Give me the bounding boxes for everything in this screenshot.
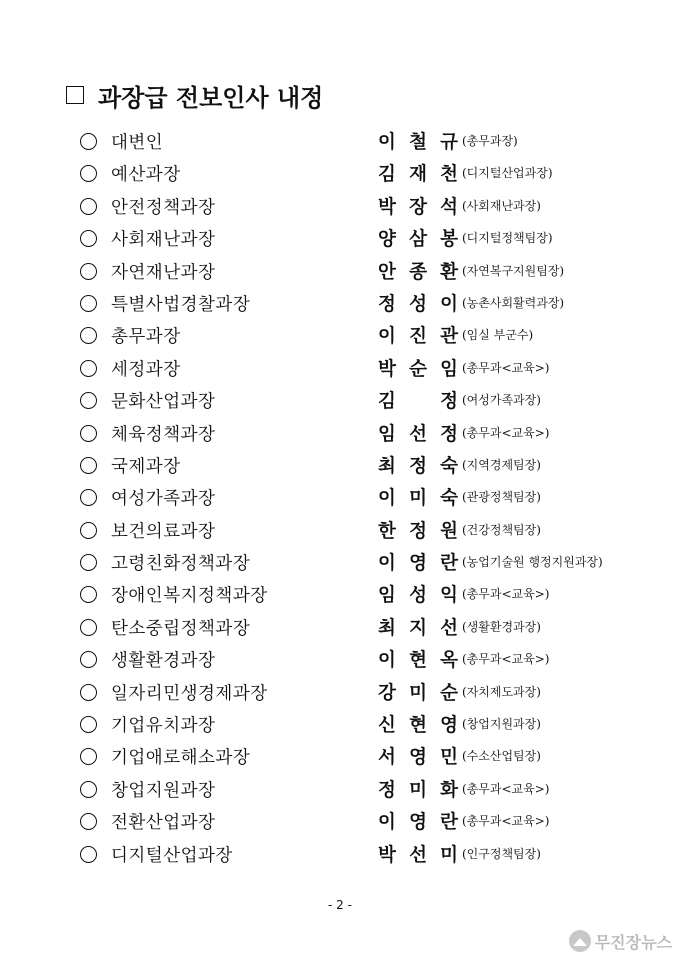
position-title: 기업애로해소과장 (111, 748, 251, 769)
list-item (0, 451, 680, 483)
name-char: 규 (440, 132, 458, 153)
name-char: 장 (409, 196, 427, 218)
circle-bullet-icon (80, 392, 97, 409)
name-char: 최 (378, 455, 396, 477)
appointee-name (378, 581, 458, 607)
name-char: 박 (378, 196, 396, 218)
name-char: 김 (378, 391, 396, 413)
appointee-name (378, 258, 458, 284)
circle-bullet-icon (80, 619, 97, 636)
name-char: 김 (378, 164, 396, 186)
position-title: 탄소중립정책과장 (111, 618, 251, 639)
circle-bullet-icon (80, 230, 97, 247)
position-title: 전환산업과장 (111, 813, 216, 834)
name-char: 양 (378, 229, 396, 251)
circle-bullet-icon (80, 651, 97, 668)
list-item (0, 483, 680, 515)
name-char: 정 (440, 423, 458, 445)
appointee-name (378, 387, 458, 413)
name-char: 이 (378, 488, 396, 510)
name-char: 박 (378, 844, 396, 866)
previous-position: (지역경제팀장) (462, 457, 541, 472)
name-char: 선 (409, 844, 427, 866)
appointee-name (378, 484, 458, 510)
position-title: 예산과장 (111, 165, 181, 186)
name-char: 천 (440, 164, 458, 186)
name-char: 진 (409, 326, 427, 348)
position-title: 여성가족과장 (111, 489, 216, 510)
name-char: 미 (440, 844, 458, 866)
name-char: 란 (440, 812, 458, 834)
appointment-list (0, 127, 680, 872)
name-char: 서 (378, 747, 396, 769)
circle-bullet-icon (80, 846, 97, 863)
position-title: 문화산업과장 (111, 392, 216, 413)
name-char: 재 (409, 164, 427, 186)
previous-position: (사회재난과장) (462, 198, 541, 213)
name-char: 박 (378, 358, 396, 380)
name-char: 란 (440, 553, 458, 575)
name-char: 정 (409, 520, 427, 542)
name-char: 순 (440, 682, 458, 704)
position-title: 사회재난과장 (111, 230, 216, 251)
previous-position: (임실 부군수) (462, 328, 534, 343)
appointee-name (378, 549, 458, 575)
position-title: 안전정책과장 (111, 197, 216, 218)
appointee-name (378, 355, 458, 381)
position-title: 기업유치과장 (111, 716, 216, 737)
page-number: - 2 - (328, 898, 352, 912)
appointee-name (378, 290, 458, 316)
appointee-name (378, 225, 458, 251)
name-char: 숙 (440, 455, 458, 477)
circle-bullet-icon (80, 327, 97, 344)
name-char: 석 (440, 196, 458, 218)
name-char: 정 (409, 455, 427, 477)
list-item (0, 127, 680, 159)
previous-position: (총무과<교육>) (462, 587, 550, 602)
appointee-name (378, 452, 458, 478)
name-char: 지 (409, 617, 427, 639)
name-char: 성 (409, 585, 427, 607)
previous-position: (디지털산업과장) (462, 166, 553, 181)
circle-bullet-icon (80, 684, 97, 701)
previous-position: (자연복구지원팀장) (462, 263, 565, 278)
previous-position: (자치제도과장) (462, 684, 541, 699)
appointee-name (378, 193, 458, 219)
appointee-name (378, 614, 458, 640)
list-item (0, 613, 680, 645)
previous-position: (총무과<교육>) (462, 360, 550, 375)
name-char: 봉 (440, 229, 458, 251)
name-char: 영 (409, 747, 427, 769)
list-item (0, 580, 680, 612)
list-item (0, 159, 680, 191)
name-char: 영 (409, 812, 427, 834)
previous-position: (총무과<교육>) (462, 814, 550, 829)
previous-position: (창업지원과장) (462, 717, 541, 732)
previous-position: (관광정책팀장) (462, 490, 541, 505)
list-item (0, 516, 680, 548)
appointee-name (378, 776, 458, 802)
name-char: 이 (378, 553, 396, 575)
name-char: 삼 (409, 229, 427, 251)
circle-bullet-icon (80, 716, 97, 733)
name-char: 임 (378, 423, 396, 445)
previous-position: (디지털정책팀장) (462, 231, 553, 246)
name-char: 순 (409, 358, 427, 380)
appointee-name (378, 160, 458, 186)
name-char: 성 (409, 293, 427, 315)
position-title: 일자리민생경제과장 (111, 683, 268, 704)
name-char: 익 (440, 585, 458, 607)
circle-bullet-icon (80, 457, 97, 474)
previous-position: (인구정책팀장) (462, 846, 541, 861)
appointee-name (378, 128, 458, 154)
name-char: 이 (378, 132, 396, 153)
appointee-name (378, 743, 458, 769)
previous-position: (총무과<교육>) (462, 781, 550, 796)
watermark-text: 무진장뉴스 (594, 932, 672, 952)
circle-bullet-icon (80, 295, 97, 312)
list-item (0, 548, 680, 580)
circle-bullet-icon (80, 198, 97, 215)
list-item (0, 257, 680, 289)
name-char: 임 (440, 358, 458, 380)
name-char: 신 (378, 715, 396, 737)
appointee-name (378, 322, 458, 348)
appointee-name (378, 420, 458, 446)
name-char: 정 (378, 293, 396, 315)
circle-bullet-icon (80, 133, 97, 150)
name-char: 한 (378, 520, 396, 542)
position-title: 생활환경과장 (111, 651, 216, 672)
appointee-name (378, 808, 458, 834)
name-char: 강 (378, 682, 396, 704)
name-char: 숙 (440, 488, 458, 510)
circle-bullet-icon (80, 522, 97, 539)
document-title (66, 78, 323, 112)
list-item (0, 775, 680, 807)
position-title: 창업지원과장 (111, 780, 216, 801)
position-title: 보건의료과장 (111, 521, 216, 542)
name-char: 영 (409, 553, 427, 575)
circle-bullet-icon (80, 425, 97, 442)
list-item (0, 224, 680, 256)
list-item (0, 645, 680, 677)
list-item (0, 742, 680, 774)
appointee-name (378, 679, 458, 705)
list-item (0, 289, 680, 321)
name-char: 선 (409, 423, 427, 445)
name-char: 정 (378, 779, 396, 801)
name-char: 옥 (440, 650, 458, 672)
position-title: 디지털산업과장 (111, 845, 233, 866)
name-char: 이 (378, 326, 396, 348)
circle-bullet-icon (80, 586, 97, 603)
list-item (0, 807, 680, 839)
previous-position: (생활환경과장) (462, 619, 541, 634)
previous-position: (농촌사회활력과장) (462, 295, 565, 310)
name-char: 미 (409, 779, 427, 801)
name-char: 종 (409, 261, 427, 283)
title-text: 과장급 전보인사 내정 (98, 83, 324, 112)
watermark (569, 926, 672, 956)
name-char: 선 (440, 617, 458, 639)
list-item (0, 386, 680, 418)
name-char: 민 (440, 747, 458, 769)
previous-position: (농업기술원 행정지원과장) (462, 555, 603, 570)
name-char: 영 (440, 715, 458, 737)
previous-position: (총무과<교육>) (462, 425, 550, 440)
name-char: 원 (440, 520, 458, 542)
list-item (0, 419, 680, 451)
name-char: 이 (378, 650, 396, 672)
circle-bullet-icon (80, 781, 97, 798)
name-char: 최 (378, 617, 396, 639)
list-item (0, 678, 680, 710)
list-item (0, 192, 680, 224)
position-title: 자연재난과장 (111, 262, 216, 283)
circle-bullet-icon (80, 360, 97, 377)
appointee-name (378, 646, 458, 672)
name-char: 현 (409, 715, 427, 737)
position-title: 체육정책과장 (111, 424, 216, 445)
position-title: 대변인 (111, 133, 164, 153)
list-item (0, 321, 680, 353)
position-title: 장애인복지정책과장 (111, 586, 268, 607)
position-title: 국제과장 (111, 456, 181, 477)
previous-position: (총무과장) (462, 134, 518, 148)
position-title: 특별사법경찰과장 (111, 294, 251, 315)
name-char: 임 (378, 585, 396, 607)
previous-position: (수소산업팀장) (462, 749, 541, 764)
previous-position: (건강정책팀장) (462, 522, 541, 537)
name-char: 안 (378, 261, 396, 283)
list-item (0, 710, 680, 742)
position-title: 고령친화정책과장 (111, 554, 251, 575)
name-char: 현 (409, 650, 427, 672)
name-char: 관 (440, 326, 458, 348)
list-item (0, 354, 680, 386)
previous-position: (총무과<교육>) (462, 652, 550, 667)
appointee-name (378, 517, 458, 543)
checkbox-square-icon (66, 86, 84, 104)
circle-bullet-icon (80, 165, 97, 182)
circle-bullet-icon (80, 813, 97, 830)
name-char: 이 (378, 812, 396, 834)
name-char: 철 (409, 132, 427, 153)
position-title: 총무과장 (111, 327, 181, 348)
name-char: 정 (440, 391, 458, 413)
circle-bullet-icon (80, 554, 97, 571)
appointee-name (378, 841, 458, 867)
name-char: 화 (440, 779, 458, 801)
previous-position: (여성가족과장) (462, 393, 541, 408)
circle-bullet-icon (80, 748, 97, 765)
name-char: 이 (440, 293, 458, 315)
name-char: 미 (409, 488, 427, 510)
name-char: 환 (440, 261, 458, 283)
watermark-logo-icon (569, 930, 591, 952)
list-item (0, 840, 680, 872)
circle-bullet-icon (80, 489, 97, 506)
name-char: 미 (409, 682, 427, 704)
position-title: 세정과장 (111, 359, 181, 380)
appointee-name (378, 711, 458, 737)
circle-bullet-icon (80, 263, 97, 280)
